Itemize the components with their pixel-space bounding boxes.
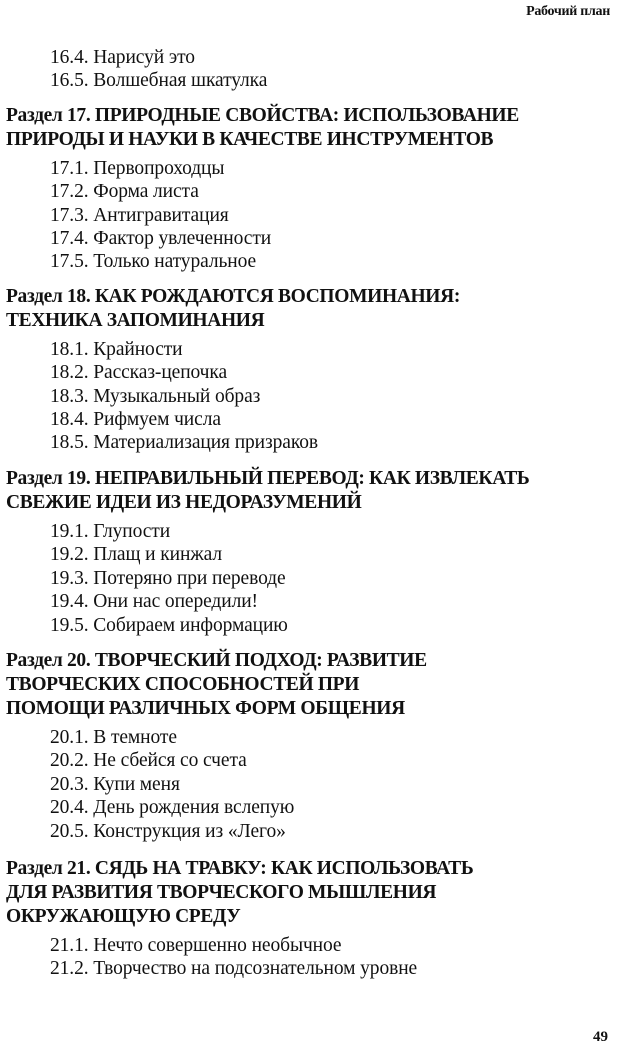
list-item: 19.4. Они нас опередили! (50, 591, 258, 613)
table-of-contents (6, 46, 606, 981)
continued-item-list (50, 46, 606, 93)
list-item: 17.3. Антигравитация (50, 204, 229, 226)
list-item: 20.2. Не сбейся со счета (50, 750, 247, 772)
section-heading-line: ОКРУЖАЮЩУЮ СРЕДУ (6, 905, 241, 927)
section-heading (6, 467, 606, 515)
section-heading (6, 285, 606, 333)
section-21 (6, 857, 606, 981)
section-heading-line: Раздел 17. ПРИРОДНЫЕ СВОЙСТВА: ИСПОЛЬЗОВАНИЕ (6, 104, 519, 126)
running-head: Рабочий план (526, 4, 610, 19)
section-heading (6, 857, 606, 929)
list-item: 21.1. Нечто совершенно необычное (50, 934, 342, 956)
subsection-list (50, 338, 606, 455)
list-item: 16.4. Нарисуй это (50, 47, 195, 68)
list-item: 18.2. Рассказ-цепочка (50, 362, 228, 384)
page-number: 49 (593, 1029, 608, 1045)
section-18 (6, 285, 606, 455)
section-heading-line: Раздел 19. НЕПРАВИЛЬНЫЙ ПЕРЕВОД: КАК ИЗВЛЕКАТЬ (6, 467, 530, 489)
section-heading-line: Раздел 20. ТВОРЧЕСКИЙ ПОДХОД: РАЗВИТИЕ (6, 649, 427, 671)
list-item: 19.2. Плащ и кинжал (50, 544, 223, 566)
section-heading-line: ТВОРЧЕСКИХ СПОСОБНОСТЕЙ ПРИ (6, 673, 360, 695)
section-17 (6, 104, 606, 274)
section-heading-line: ПРИРОДЫ И НАУКИ В КАЧЕСТВЕ ИНСТРУМЕНТОВ (6, 128, 494, 150)
section-heading-line: ДЛЯ РАЗВИТИЯ ТВОРЧЕСКОГО МЫШЛЕНИЯ (6, 881, 437, 903)
section-20 (6, 649, 606, 843)
section-heading-line: ТЕХНИКА ЗАПОМИНАНИЯ (6, 309, 265, 331)
list-item: 16.5. Волшебная шкатулка (50, 70, 268, 92)
subsection-list (50, 726, 606, 843)
section-heading-line: ПОМОЩИ РАЗЛИЧНЫХ ФОРМ ОБЩЕНИЯ (6, 697, 405, 719)
list-item: 18.5. Материализация призраков (50, 432, 318, 454)
section-heading (6, 104, 606, 152)
subsection-list (50, 157, 606, 274)
list-item: 18.3. Музыкальный образ (50, 385, 261, 407)
list-item: 20.5. Конструкция из «Лего» (50, 820, 286, 842)
list-item: 20.3. Купи меня (50, 773, 180, 795)
list-item: 18.1. Крайности (50, 338, 183, 360)
section-heading-line: Раздел 21. СЯДЬ НА ТРАВКУ: КАК ИСПОЛЬЗОВАТЬ (6, 857, 474, 879)
section-heading-line: СВЕЖИЕ ИДЕИ ИЗ НЕДОРАЗУМЕНИЙ (6, 491, 362, 513)
subsection-list (50, 934, 606, 981)
list-item: 17.1. Первопроходцы (50, 157, 225, 179)
list-item: 21.2. Творчество на подсознательном уровне (50, 958, 418, 980)
list-item: 20.4. День рождения вслепую (50, 797, 295, 819)
list-item: 19.3. Потеряно при переводе (50, 567, 286, 589)
list-item: 19.1. Глупости (50, 520, 171, 542)
subsection-list (50, 520, 606, 637)
list-item: 19.5. Собираем информацию (50, 614, 288, 636)
list-item: 20.1. В темноте (50, 726, 177, 748)
list-item: 17.4. Фактор увлеченности (50, 228, 272, 250)
list-item: 18.4. Рифмуем числа (50, 409, 221, 431)
section-heading (6, 649, 606, 721)
section-heading-line: Раздел 18. КАК РОЖДАЮТСЯ ВОСПОМИНАНИЯ: (6, 285, 461, 307)
list-item: 17.5. Только натуральное (50, 251, 257, 273)
section-19 (6, 467, 606, 637)
list-item: 17.2. Форма листа (50, 181, 199, 203)
